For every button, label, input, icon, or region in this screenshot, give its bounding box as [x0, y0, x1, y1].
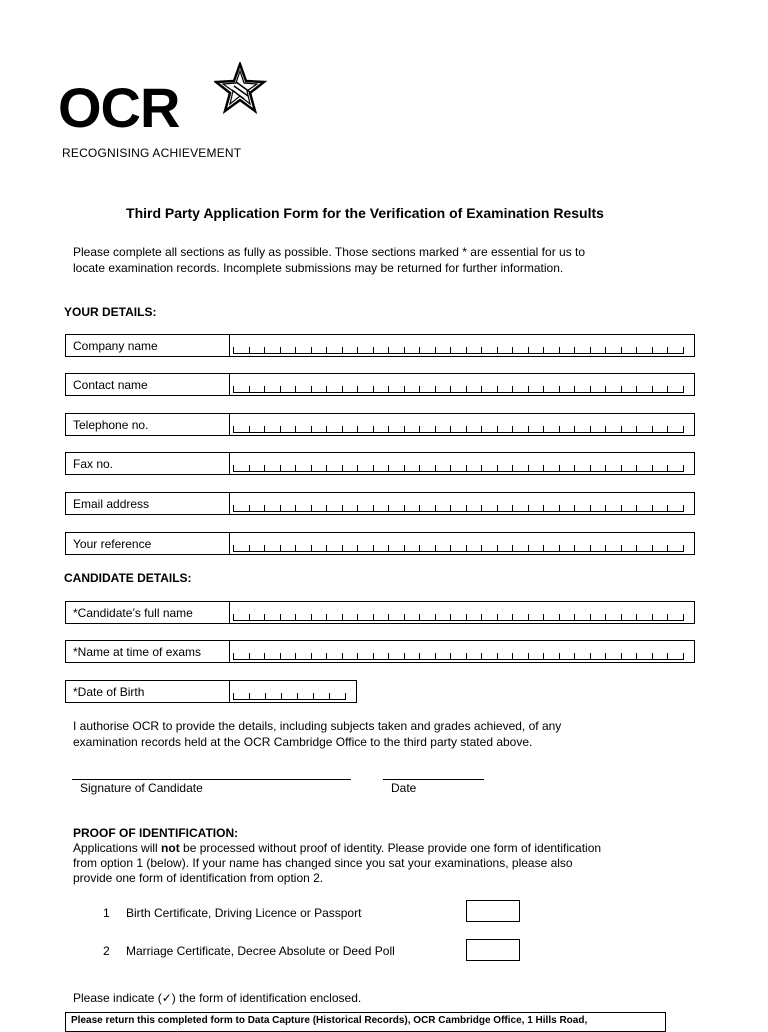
intro-text — [73, 245, 585, 276]
candidate-full-name-input[interactable] — [230, 602, 694, 623]
character-cell-ticks — [230, 464, 695, 474]
fax-field[interactable] — [65, 452, 695, 475]
option-1-number: 1 — [103, 906, 110, 920]
field-label: Telephone no. — [66, 414, 230, 435]
ocr-logo: OCR — [58, 76, 180, 139]
character-cell-ticks — [230, 504, 695, 514]
option-2-text: Marriage Certificate, Decree Absolute or Deed Poll — [126, 944, 395, 958]
field-label: Contact name — [66, 374, 230, 395]
signature-label: Signature of Candidate — [80, 781, 203, 795]
character-cell-ticks — [230, 425, 695, 435]
option-1-checkbox[interactable] — [466, 900, 520, 922]
proof-heading: PROOF OF IDENTIFICATION: — [73, 826, 239, 840]
reference-input[interactable] — [230, 533, 694, 554]
return-address-box: Please return this completed form to Data Capture (Historical Records), OCR Cambridge Office, 1 Hills Road, — [65, 1012, 666, 1032]
star-icon — [214, 62, 268, 116]
field-label: Your reference — [66, 533, 230, 554]
character-cell-ticks — [230, 544, 695, 554]
character-cell-ticks — [230, 346, 695, 356]
name-at-exams-field[interactable] — [65, 640, 695, 663]
proof-text — [73, 841, 658, 886]
option-1-text: Birth Certificate, Driving Licence or Passport — [126, 906, 362, 920]
intro-line-1: Please complete all sections as fully as possible. Those sections marked * are essential for us to — [73, 245, 586, 259]
company-name-field[interactable] — [65, 334, 695, 357]
field-label: Email address — [66, 493, 230, 514]
field-label: Company name — [66, 335, 230, 356]
reference-field[interactable] — [65, 532, 695, 555]
your-details-heading: YOUR DETAILS: — [64, 305, 157, 319]
candidate-full-name-field[interactable] — [65, 601, 695, 624]
field-label: *Date of Birth — [66, 681, 230, 702]
character-cell-ticks — [230, 692, 357, 702]
form-title: Third Party Application Form for the Verification of Examination Results — [126, 205, 604, 221]
tagline: RECOGNISING ACHIEVEMENT — [62, 146, 242, 160]
email-input[interactable] — [230, 493, 694, 514]
telephone-field[interactable] — [65, 413, 695, 436]
field-label: *Name at time of exams — [66, 641, 230, 662]
company-name-input[interactable] — [230, 335, 694, 356]
fax-input[interactable] — [230, 453, 694, 474]
candidate-details-heading: CANDIDATE DETAILS: — [64, 571, 192, 585]
email-field[interactable] — [65, 492, 695, 515]
authorisation-line-2: examination records held at the OCR Cambridge Office to the third party stated above. — [73, 734, 533, 749]
proof-line-2: from option 1 (below). If your name has changed since you sat your examinations, please also — [73, 856, 573, 870]
telephone-input[interactable] — [230, 414, 694, 435]
field-label: *Candidate’s full name — [66, 602, 230, 623]
intro-line-2: locate examination records. Incomplete submissions may be returned for further information. — [73, 260, 564, 275]
contact-name-input[interactable] — [230, 374, 694, 395]
date-of-birth-field[interactable] — [65, 680, 357, 703]
proof-line-1: Applications will not be processed without proof of identity. Please provide one form of identification — [73, 841, 602, 855]
date-of-birth-input[interactable] — [230, 681, 356, 702]
name-at-exams-input[interactable] — [230, 641, 694, 662]
authorisation-text — [73, 719, 561, 750]
character-cell-ticks — [230, 613, 695, 623]
field-label: Fax no. — [66, 453, 230, 474]
character-cell-ticks — [230, 385, 695, 395]
contact-name-field[interactable] — [65, 373, 695, 396]
indicate-text: Please indicate (✓) the form of identification enclosed. — [73, 991, 362, 1005]
signature-line[interactable] — [72, 779, 351, 780]
character-cell-ticks — [230, 652, 695, 662]
option-2-checkbox[interactable] — [466, 939, 520, 961]
date-label: Date — [391, 781, 417, 795]
option-2-number: 2 — [103, 944, 110, 958]
authorisation-line-1: I authorise OCR to provide the details, including subjects taken and grades achieved, of any — [73, 719, 562, 733]
proof-line-3: provide one form of identification from option 2. — [73, 871, 324, 885]
date-line[interactable] — [383, 779, 484, 780]
